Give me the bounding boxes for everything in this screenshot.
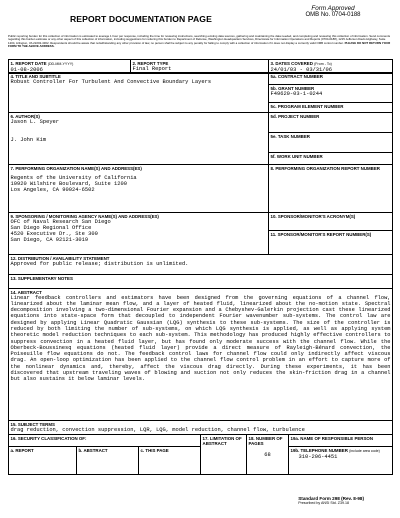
- num-pages-value: 68: [264, 451, 271, 458]
- subject-terms-label: 15. SUBJECT TERMS: [10, 421, 55, 427]
- title-block: [8, 72, 393, 113]
- title-cell[interactable]: [9, 73, 269, 113]
- page-class-label: c. THIS PAGE: [140, 447, 169, 453]
- abstract-label: 14. ABSTRACT: [10, 289, 42, 295]
- project-number-label: 5d. PROJECT NUMBER: [270, 113, 320, 119]
- sponsoring-org-cell[interactable]: [9, 213, 269, 255]
- omb-approval-box: [274, 5, 392, 19]
- work-unit-label: 5f. WORK UNIT NUMBER: [270, 153, 323, 159]
- performing-org-value: Regents of the University of California 10920 Wilshire Boulevard, Suite 1200 Los Angeles, CA 90024-6502: [10, 174, 137, 194]
- project-number-cell[interactable]: [269, 113, 393, 133]
- dates-covered-label: 3. DATES COVERED: [270, 60, 313, 66]
- telephone-cell[interactable]: [289, 447, 393, 475]
- report-date-hint: (DD-MM-YYYY): [47, 61, 74, 66]
- telephone-value: 310-206-4451: [298, 453, 338, 460]
- authors-block: [8, 112, 393, 165]
- authors-label: 6. AUTHOR(S): [10, 113, 40, 119]
- responsible-person-cell[interactable]: [289, 435, 393, 447]
- security-class-cell: [9, 435, 201, 447]
- performing-org-block: [8, 164, 393, 213]
- limitation-label: 17. LIMITATION OF ABSTRACT: [202, 435, 242, 446]
- work-unit-cell[interactable]: [269, 153, 393, 165]
- form-header: [8, 4, 392, 34]
- sponsoring-org-value: OFC of Naval Research San Diego San Diego Regional Office 4520 Executive Dr., Ste 300 San Diego, CA 92121-3019: [10, 218, 111, 244]
- grant-number-cell[interactable]: [269, 85, 393, 103]
- performing-org-cell[interactable]: [9, 165, 269, 213]
- contract-number-cell[interactable]: [269, 73, 393, 85]
- burden-text: Public reporting burden for this collection of information is estimated to average 1 hour per response, including the time for reviewing instructions, searching existing data sources, gathering and maintaining the data needed, and completing and reviewing this collection of information. Send comments regarding this burden estimate or any other aspect of this collection of information, including suggestions for reducing this burden to Department of Defense, Washington Headquarters Services, Directorate for Information Operations and Reports (0704-0188), 1215 Jefferson Davis Highway, Suite 1204, Arlington, VA 22202-4302. Respondents should be aware that notwithstanding any other provision of law, no person shall be subject to any penalty for failing to comply with a collection of information if it does not display a currently valid OMB control number.: [8, 35, 391, 45]
- authors-cell[interactable]: [9, 113, 269, 165]
- report-class-label: a. REPORT: [10, 447, 34, 453]
- sponsor-report-label: 11. SPONSOR/MONITOR'S REPORT NUMBER(S): [270, 231, 372, 237]
- abstract-class-cell[interactable]: [77, 447, 139, 475]
- performing-report-label: 8. PERFORMING ORGANIZATION REPORT NUMBER: [270, 165, 380, 171]
- grant-number-value: F49620-03-1-0244: [270, 90, 323, 97]
- responsible-person-label: 19a. NAME OF RESPONSIBLE PERSON: [290, 435, 373, 441]
- burden-notice: PLEASE DO NOT RETURN YOUR FORM TO THE ABOVE ADDRESS.: [8, 40, 391, 49]
- burden-statement: [8, 35, 392, 59]
- subject-terms-cell[interactable]: [9, 421, 393, 435]
- program-element-cell[interactable]: [269, 103, 393, 113]
- classification-block: [8, 434, 393, 475]
- sponsoring-org-block: [8, 212, 393, 255]
- title-label: 4. TITLE AND SUBTITLE: [10, 73, 61, 79]
- abstract-class-label: b. ABSTRACT: [78, 447, 108, 453]
- performing-report-cell[interactable]: [269, 165, 393, 213]
- form-approved-label: Form Approved: [311, 5, 355, 12]
- report-type-label: 2. REPORT TYPE: [132, 60, 169, 66]
- distribution-label: 12. DISTRIBUTION / AVAILABILITY STATEMENT: [10, 255, 110, 261]
- form-title: REPORT DOCUMENTATION PAGE: [70, 14, 212, 24]
- sponsor-report-cell[interactable]: [269, 231, 393, 255]
- report-date-label: 1. REPORT DATE: [10, 60, 47, 66]
- abstract-value: Linear feedback controllers and estimators have been designed from the governing equations of a channel flow, linearized about the laminar mean flow, and a layer of heated fluid, linearized about the no-motion state. Spectral decomposition involving a two-dimensional Fourier expansion and a Chebyshev-Galerkin projection cast these linearized equations into state-space form that decoupled to independent Fourier wavenumber sub-systems. The control law are designed by applying Linear Quadratic Gaussian (LQG) synthesis to these sub-systems. The size of the controller is reduced by both limiting the number of sub-systems, on which LQG synthesis is applied, as well as applying system theoretic model reduction techniques to each sub-system. This methodology has produced highly effective controllers to suppress convection in a heated fluid layer, but has found only moderate success with the channel flow. While the Oberbeck-Boussinesq equations (heated fluid layer) provide a direct measure of Rayleigh-Bénard convection, the Poiseuille flow equations do not. The feedback control laws for channel flow could only indirectly affect viscous drag. An open-loop optimization has been applied to the channel flow control problem in an effort to capture more of the nonlinear dynamics and, thereby, affect the viscous drag directly. During these experiments, it has been discovered that upstream traveling waves of blowing and suction not only reduces the skin-friction drag in a channel but also sustains it below laminar levels.: [10, 294, 391, 383]
- report-date-value: 01-08-2006: [10, 66, 43, 73]
- telephone-label: 19b. TELEPHONE NUMBER: [290, 447, 348, 453]
- supplementary-label: 13. SUPPLEMENTARY NOTES: [10, 275, 73, 281]
- report-class-cell[interactable]: [9, 447, 77, 475]
- sponsoring-org-label: 9. SPONSORING / MONITORING AGENCY NAME(S) AND ADDRESS(ES): [10, 213, 159, 219]
- sponsor-acronym-label: 10. SPONSOR/MONITOR'S ACRONYM(S): [270, 213, 356, 219]
- authors-value: Jason L. Speyer J. John Kim: [10, 118, 60, 144]
- abstract-cell[interactable]: [9, 289, 393, 421]
- dates-covered-hint: (From - To): [314, 61, 332, 66]
- statements-block: [8, 254, 393, 435]
- dates-covered-value: 24/01/03 - 03/31/06: [270, 66, 332, 73]
- distribution-cell[interactable]: [9, 255, 393, 275]
- omb-number: OMB No. 0704-0188: [305, 12, 361, 18]
- program-element-label: 5c. PROGRAM ELEMENT NUMBER: [270, 103, 344, 109]
- prescribed-label: Prescribed by ANSI Std. Z39.18: [298, 501, 349, 505]
- limitation-cell[interactable]: [201, 435, 247, 475]
- performing-org-label: 7. PERFORMING ORGANIZATION NAME(S) AND ADDRESS(ES): [10, 165, 142, 171]
- distribution-value: Approved for public release; distribution is unlimited.: [10, 260, 189, 267]
- supplementary-cell[interactable]: [9, 275, 393, 289]
- security-class-label: 16. SECURITY CLASSIFICATION OF:: [10, 435, 87, 441]
- task-number-label: 5e. TASK NUMBER: [270, 133, 310, 139]
- title-value: Robust Controller For Turbulent And Convective Boundary Layers: [10, 78, 212, 85]
- report-documentation-page: [8, 4, 392, 509]
- contract-number-label: 5a. CONTRACT NUMBER: [270, 73, 323, 79]
- telephone-hint: (include area code): [349, 448, 380, 453]
- standard-form-footer: [298, 496, 364, 506]
- sponsor-acronym-cell[interactable]: [269, 213, 393, 231]
- subject-terms-value: drag reduction, convection suppression, LQR, LQG, model reduction, channel flow, turbulence: [10, 426, 305, 433]
- standard-form-label: Standard Form 298 (Rev. 8-98): [298, 496, 364, 501]
- grant-number-label: 5b. GRANT NUMBER: [270, 85, 315, 91]
- page-class-cell[interactable]: [139, 447, 201, 475]
- task-number-cell[interactable]: [269, 133, 393, 153]
- num-pages-label: 18. NUMBER OF PAGES: [248, 435, 283, 446]
- report-type-value: Final Report: [132, 65, 172, 72]
- num-pages-cell[interactable]: [247, 435, 289, 475]
